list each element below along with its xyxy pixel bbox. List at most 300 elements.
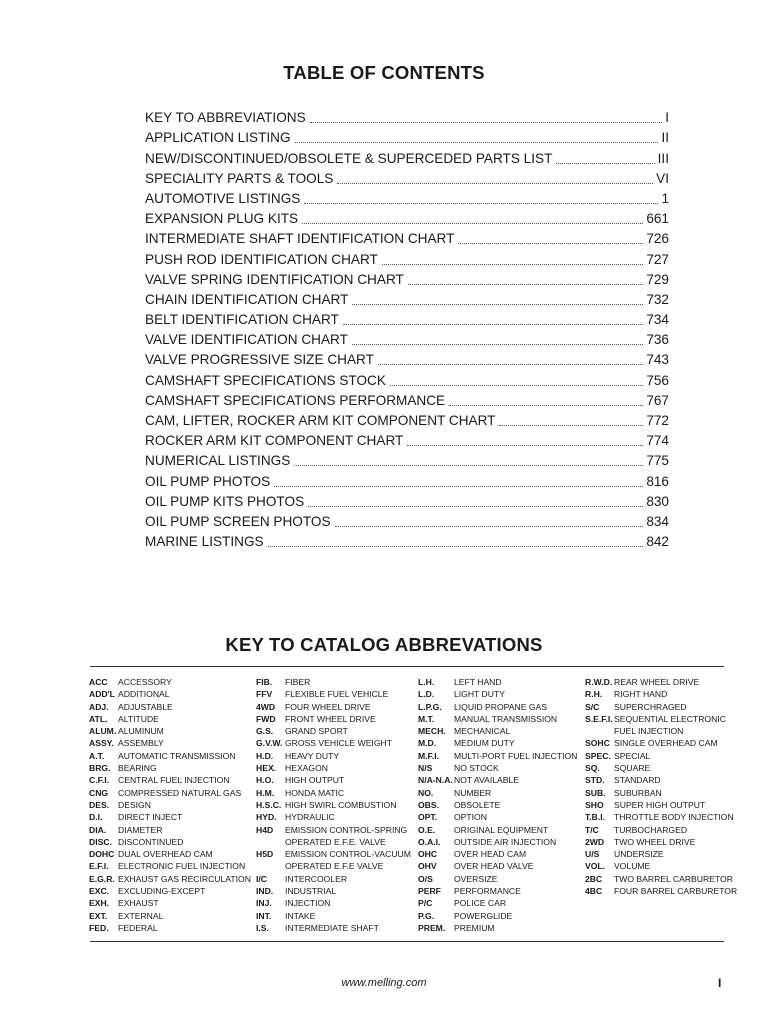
abbreviation-definition: TWO BARREL CARBURETOR [614,873,733,884]
abbreviation-code: G.V.W. [256,738,283,749]
abbreviation-code: EXT. [89,910,108,921]
abbreviation-entry [585,799,737,811]
abbreviation-code: S.E.F.I. [585,713,613,724]
abbreviation-entry [418,787,577,799]
abbreviation-definition: UNDERSIZE [614,849,664,860]
abbreviation-entry [418,737,577,749]
dot-leader [343,324,643,325]
abbreviation-code: STD. [585,775,605,786]
abbreviation-entry [418,688,577,700]
abbreviation-entry [585,713,737,725]
abbreviation-definition: PERFORMANCE [454,886,521,897]
abbreviation-entry [89,762,251,774]
footer-url[interactable]: www.melling.com [341,977,427,989]
abbreviation-entry [418,762,577,774]
abbreviation-entry [256,811,411,823]
abbreviation-definition: SUPER HIGH OUTPUT [614,799,706,810]
abbreviation-code: P/C [418,898,433,909]
abbreviation-code: 4WD [256,701,276,712]
abbreviation-code: ALUM. [89,726,117,737]
abbreviation-definition: DESIGN [118,799,151,810]
abbreviation-definition: AUTOMATIC TRANSMISSION [118,750,236,761]
abbreviation-definition: DIRECT INJECT [118,812,183,823]
abbreviation-definition: EXHAUST [118,898,159,909]
abbreviation-definition: BEARING [118,763,157,774]
toc-entry-page: 772 [646,413,669,428]
abbreviation-entry [585,737,737,749]
abbreviation-definition: MEDIUM DUTY [454,738,515,749]
toc-entry[interactable] [145,249,669,269]
abbreviation-definition: TWO WHEEL DRIVE [614,836,696,847]
abbreviation-code: BRG. [89,763,111,774]
abbreviation-entry [256,848,411,860]
abbreviation-definition: EXCLUDING-EXCEPT [118,886,206,897]
abbreviation-code: FWD [256,713,276,724]
abbreviation-code: EXC. [89,886,110,897]
abbreviation-code: P.G. [418,910,435,921]
abbreviation-definition: SEQUENTIAL ELECTRONIC [614,713,726,724]
abbreviation-definition: ACCESSORY [118,677,172,687]
abbreviation-code: H.D. [256,750,274,761]
abbreviation-definition: ADDITIONAL [118,689,170,700]
abbreviation-definition: FLEXIBLE FUEL VEHICLE [285,689,389,700]
toc-entry[interactable] [145,229,669,249]
toc-entry-page: 774 [646,433,669,449]
abbreviation-definition: COMPRESSED NATURAL GAS [118,787,242,798]
abbreviation-entry [418,873,577,885]
abbreviation-definition: HEXAGON [285,763,328,774]
toc-entry-label: EXPANSION PLUG KITS [145,211,299,227]
abbreviation-code: SOHC [585,738,610,749]
abbreviation-entry [89,701,251,713]
abbreviation-definition: HEAVY DUTY [285,750,340,761]
dot-leader [310,122,663,123]
abbreviation-entry [585,873,737,885]
toc-entry-label: VALVE IDENTIFICATION CHART [145,332,348,348]
abbreviation-code: S/C [585,701,600,712]
abbreviation-entry [256,762,411,774]
toc-entry-page: 834 [646,513,669,529]
abbreviation-entry [585,676,737,688]
abbreviation-definition: FRONT WHEEL DRIVE [285,713,376,724]
dot-leader [308,506,643,507]
abbreviation-code: L.H. [418,677,435,687]
toc-entry-label: OIL PUMP SCREEN PHOTOS [145,513,331,529]
top-rule [90,666,724,667]
abbreviation-code: R.W.D. [585,677,613,687]
abbreviation-entry [256,787,411,799]
abbreviation-entry [418,713,577,725]
abbreviation-definition: NUMBER [454,787,492,798]
abbreviation-code: O/S [418,873,433,884]
abbreviation-code: M.F.I. [418,750,440,761]
abbreviation-code: E.F.I. [89,861,109,872]
abbreviation-definition: MECHANICAL [454,726,511,737]
abbreviation-code: DISC. [89,836,112,847]
toc-entry[interactable] [145,189,669,209]
toc-entry-page: 767 [646,392,669,408]
abbreviation-entry [256,910,411,922]
toc-entry-label: VALVE PROGRESSIVE SIZE CHART [145,352,374,368]
toc-entry[interactable] [145,492,669,512]
abbreviation-code: C.F.I. [89,775,110,786]
abbreviation-definition: EMISSION CONTROL-VACUUM [285,849,411,860]
abbreviation-definition: RIGHT HAND [614,689,668,700]
abbreviation-definition: DIAMETER [118,824,163,835]
toc-entry-label: NUMERICAL LISTINGS [145,453,291,469]
toc-entry-page: 727 [646,251,669,267]
dot-leader [304,203,658,204]
abbreviation-entry [89,885,251,897]
abbreviation-entry [89,774,251,786]
abbreviation-code: 2WD [585,836,605,847]
abbreviation-definition: ADJUSTABLE [118,701,173,712]
abbreviation-entry [89,750,251,762]
toc-entry[interactable] [145,209,669,229]
abbreviation-definition: OUTSIDE AIR INJECTION [454,836,557,847]
toc-entry[interactable] [145,431,669,451]
toc-entry[interactable] [145,411,669,431]
toc-list [145,108,669,552]
abbreviation-definition: HYDRAULIC [285,812,335,823]
abbreviation-code: SPEC. [585,750,611,761]
abbreviation-code: G.S. [256,726,274,737]
abbreviation-entry [418,701,577,713]
abbreviation-code: SHO [585,799,604,810]
abbreviation-definition: EXTERNAL [118,910,164,921]
abbreviation-entry [585,860,737,872]
abbreviation-definition: OPERATED E.F.E. VALVE [285,836,386,847]
abbreviation-code: OBS. [418,799,440,810]
abbreviation-entry [89,910,251,922]
abbreviation-entry [585,701,737,713]
toc-entry-label: SPECIALITY PARTS & TOOLS [145,170,334,186]
abbreviation-code: INJ. [256,898,272,909]
abbreviation-code: H4D [256,824,274,835]
abbreviation-definition: SPECIAL [614,750,651,761]
toc-entry-page: 830 [646,493,669,509]
abbreviation-definition: POLICE CAR [454,898,507,909]
abbreviation-definition: HIGH OUTPUT [285,775,345,786]
abbreviation-entry [418,774,577,786]
abbreviation-code: N/S [418,763,433,774]
toc-entry[interactable] [145,391,669,411]
dot-leader [390,385,643,386]
abbreviation-definition: INTERMEDIATE SHAFT [285,922,379,933]
abbreviation-entry [418,811,577,823]
abbreviation-entry [585,750,737,762]
abbreviation-definition: OPTION [454,812,487,823]
dot-leader [274,486,643,487]
abbreviation-code: SUB. [585,787,606,798]
toc-title: TABLE OF CONTENTS [283,62,485,83]
abbreviation-definition: PREMIUM [454,922,495,933]
toc-entry-page: I [665,110,669,126]
abbreviation-entry [89,799,251,811]
toc-entry[interactable] [145,169,669,189]
abbreviation-entry [418,824,577,836]
abbreviation-entry [256,725,411,737]
abbreviation-entry [89,836,251,848]
toc-entry[interactable] [145,108,669,128]
abbreviation-code: SQ. [585,763,600,774]
toc-entry[interactable] [145,270,669,290]
abbreviation-code: OHV [418,861,437,872]
abbreviation-entry [256,750,411,762]
toc-entry-label: CAMSHAFT SPECIFICATIONS PERFORMANCE [145,392,446,408]
abbreviation-column-3 [418,676,577,934]
abbreviation-code: FIB. [256,677,273,687]
abbreviation-code: HYD. [256,812,277,823]
toc-entry-page: 1 [661,190,669,206]
abbreviation-entry [585,787,737,799]
abbreviation-code: 4BC [585,886,603,897]
abbreviation-definition: OPERATED E.F.E VALVE [285,861,384,872]
abbreviation-entry [256,897,411,909]
abbreviation-entry [418,848,577,860]
abbreviation-definition: LEFT HAND [454,677,502,687]
abbreviation-definition: OVERSIZE [454,873,498,884]
abbreviation-entry [585,848,737,860]
abbreviation-code: ACC [89,677,108,687]
abbreviation-code: FFV [256,689,273,700]
abbreviation-code [256,836,285,848]
bottom-rule [90,941,724,942]
abbreviation-entry [256,676,411,688]
abbreviation-column-1 [89,676,251,934]
abbreviation-entry [256,824,411,836]
toc-entry[interactable] [145,471,669,491]
toc-entry[interactable] [145,350,669,370]
abbreviation-code: DIA. [89,824,107,835]
abbreviation-definition: REAR WHEEL DRIVE [614,677,700,687]
abbreviation-entry [418,897,577,909]
abbreviation-entry [585,811,737,823]
abbreviation-definition: POWERGLIDE [454,910,513,921]
abbreviation-code: IND. [256,886,274,897]
abbreviation-code: H.S.C. [256,799,282,810]
abbreviation-definition: INDUSTRIAL [285,886,337,897]
abbreviation-definition: GROSS VEHICLE WEIGHT [285,738,392,749]
abbreviation-entry [89,787,251,799]
abbreviation-definition: TURBOCHARGED [614,824,688,835]
abbreviation-definition: HONDA MATIC [285,787,345,798]
abbreviation-entry [89,713,251,725]
abbreviation-code: MECH. [418,726,446,737]
abbreviation-definition: HIGH SWIRL COMBUSTION [285,799,397,810]
abbreviation-entry [89,860,251,872]
abbreviation-entry [418,750,577,762]
abbreviation-entry [89,676,251,688]
abbreviation-entry [418,860,577,872]
toc-entry-label: BELT IDENTIFICATION CHART [145,312,339,328]
abbreviation-entry [89,922,251,934]
abbreviation-definition: DUAL OVERHEAD CAM [118,849,213,860]
toc-entry-label: INTERMEDIATE SHAFT IDENTIFICATION CHART [145,231,455,247]
toc-entry[interactable] [145,310,669,330]
toc-entry[interactable] [145,532,669,552]
abbreviation-entry [418,885,577,897]
abbreviation-entry [256,836,411,848]
abbreviation-entry [256,799,411,811]
footer-page-number: I [718,976,722,990]
abbreviation-definition: FUEL INJECTION [614,726,684,737]
dot-leader [302,223,643,224]
toc-entry-page: 775 [646,453,669,469]
abbreviation-code: N/A-N.A. [418,775,453,786]
toc-entry-label: VALVE SPRING IDENTIFICATION CHART [145,271,404,287]
toc-entry-page: 743 [646,352,669,368]
toc-entry-label: PUSH ROD IDENTIFICATION CHART [145,251,378,267]
abbreviation-definition: SINGLE OVERHEAD CAM [614,738,718,749]
abbreviation-code: NO. [418,787,434,798]
abbreviation-entry [418,922,577,934]
abbreviation-code: E.G.R. [89,873,115,884]
abbreviation-definition: VOLUME [614,861,651,872]
abbreviation-definition: OVER HEAD VALVE [454,861,534,872]
toc-entry[interactable] [145,148,669,168]
abbreviation-code: OPT. [418,812,438,823]
toc-entry-page: 842 [646,534,669,550]
abbreviation-definition: THROTTLE BODY INJECTION [614,812,734,823]
abbreviation-code: A.T. [89,750,105,761]
abbreviation-code: O.A.I. [418,836,441,847]
abbreviation-code: T/C [585,824,599,835]
abbreviation-definition: CENTRAL FUEL INJECTION [118,775,230,786]
abbreviation-definition: INTAKE [285,910,316,921]
dot-leader [294,465,643,466]
dot-leader [352,344,643,345]
toc-entry-label: CAMSHAFT SPECIFICATIONS STOCK [145,372,386,388]
dot-leader [295,142,659,143]
abbreviation-definition: SUBURBAN [614,787,662,798]
abbreviation-definition: ALTITUDE [118,713,159,724]
abbreviation-entry [89,897,251,909]
abbreviation-entry [89,848,251,860]
abbreviation-entry [418,910,577,922]
abbreviation-code: I.S. [256,922,269,933]
toc-entry-label: CAM, LIFTER, ROCKER ARM KIT COMPONENT CHART [145,413,496,428]
abbreviation-definition: SQUARE [614,763,651,774]
toc-entry-label: APPLICATION LISTING [145,130,291,146]
toc-entry-label: MARINE LISTINGS [145,534,264,550]
abbreviation-entry [585,836,737,848]
toc-entry-page: 661 [646,211,669,227]
toc-entry[interactable] [145,512,669,532]
toc-entry-label: KEY TO ABBREVIATIONS [145,110,306,126]
abbreviation-code: HEX. [256,763,277,774]
abbreviation-code: M.D. [418,738,437,749]
toc-entry-label: OIL PUMP KITS PHOTOS [145,493,305,509]
abbreviation-definition: NO STOCK [454,763,499,774]
dot-leader [335,526,644,527]
abbreviation-definition: NOT AVAILABLE [454,775,519,786]
abbreviation-entry [89,737,251,749]
dot-leader [407,445,643,446]
abbreviation-definition: INTERCOOLER [285,873,348,884]
abbreviation-code: U/S [585,849,600,860]
toc-entry[interactable] [145,330,669,350]
toc-entry-page: 729 [646,271,669,287]
abbreviation-code: DES. [89,799,110,810]
abbreviation-code: EXH. [89,898,110,909]
abbreviation-entry [89,811,251,823]
abbreviation-entry [256,737,411,749]
toc-entry-page: 734 [646,312,669,328]
abbreviation-definition: MANUAL TRANSMISSION [454,713,558,724]
abbreviation-code: ASSY. [89,738,114,749]
toc-entry-label: CHAIN IDENTIFICATION CHART [145,291,349,307]
abbreviation-code: R.H. [585,689,603,700]
toc-entry-page: 732 [646,291,669,307]
abbreviation-code: VOL. [585,861,606,872]
dot-leader [499,425,643,426]
abbreviation-definition: INJECTION [285,898,331,909]
abbreviation-code: PREM. [418,922,446,933]
abbreviation-entry [256,873,411,885]
abbreviation-entry [418,676,577,688]
abbreviation-code: DOHC [89,849,115,860]
abbreviation-code: H.M. [256,787,275,798]
abbreviation-entry [585,688,737,700]
abbreviation-column-2 [256,676,411,934]
toc-entry[interactable] [145,451,669,471]
abbreviation-code [256,860,285,872]
abbreviation-code: ATL. [89,713,108,724]
abbreviation-entry [418,725,577,737]
abbreviation-code: D.I. [89,812,103,823]
abbreviation-code: H.O. [256,775,274,786]
abbreviation-entry [89,688,251,700]
abbreviation-definition: FOUR BARREL CARBURETOR [614,886,738,897]
toc-entry[interactable] [145,290,669,310]
abbreviation-entry [256,922,411,934]
abbreviation-entry [585,774,737,786]
toc-entry-label: NEW/DISCONTINUED/OBSOLETE & SUPERCEDED PARTS LIST [145,150,553,166]
toc-entry-label: AUTOMOTIVE LISTINGS [145,190,301,206]
abbreviation-code: T.B.I. [585,812,606,823]
abbreviation-entry [585,885,737,897]
abbreviation-definition: FIBER [285,677,311,687]
abbreviation-code: O.E. [418,824,436,835]
abbreviation-entry [585,762,737,774]
abbreviation-entry [256,885,411,897]
abbreviation-key-title: KEY TO CATALOG ABBREVATIONS [225,634,543,655]
toc-entry-page: 736 [646,332,669,348]
abbreviation-definition: LIGHT DUTY [454,689,505,700]
abbreviation-entry [89,725,251,737]
toc-entry-page: 726 [646,231,669,247]
abbreviation-definition: GRAND SPORT [285,726,348,737]
abbreviation-code [585,725,614,737]
abbreviation-definition: ELECTRONIC FUEL INJECTION [118,861,246,872]
abbreviation-code: PERF [418,886,441,897]
abbreviation-definition: DISCONTINUED [118,836,184,847]
abbreviation-entry [89,873,251,885]
abbreviation-code: INT. [256,910,272,921]
abbreviation-code: 2BC [585,873,603,884]
abbreviation-code: ADD'L [89,689,115,700]
toc-entry-page: 816 [646,473,669,489]
dot-leader [556,163,654,164]
abbreviation-entry [256,860,411,872]
toc-entry[interactable] [145,370,669,390]
dot-leader [382,264,643,265]
toc-entry[interactable] [145,128,669,148]
abbreviation-entry [256,688,411,700]
dot-leader [268,546,644,547]
abbreviation-definition: OBSOLETE [454,799,501,810]
